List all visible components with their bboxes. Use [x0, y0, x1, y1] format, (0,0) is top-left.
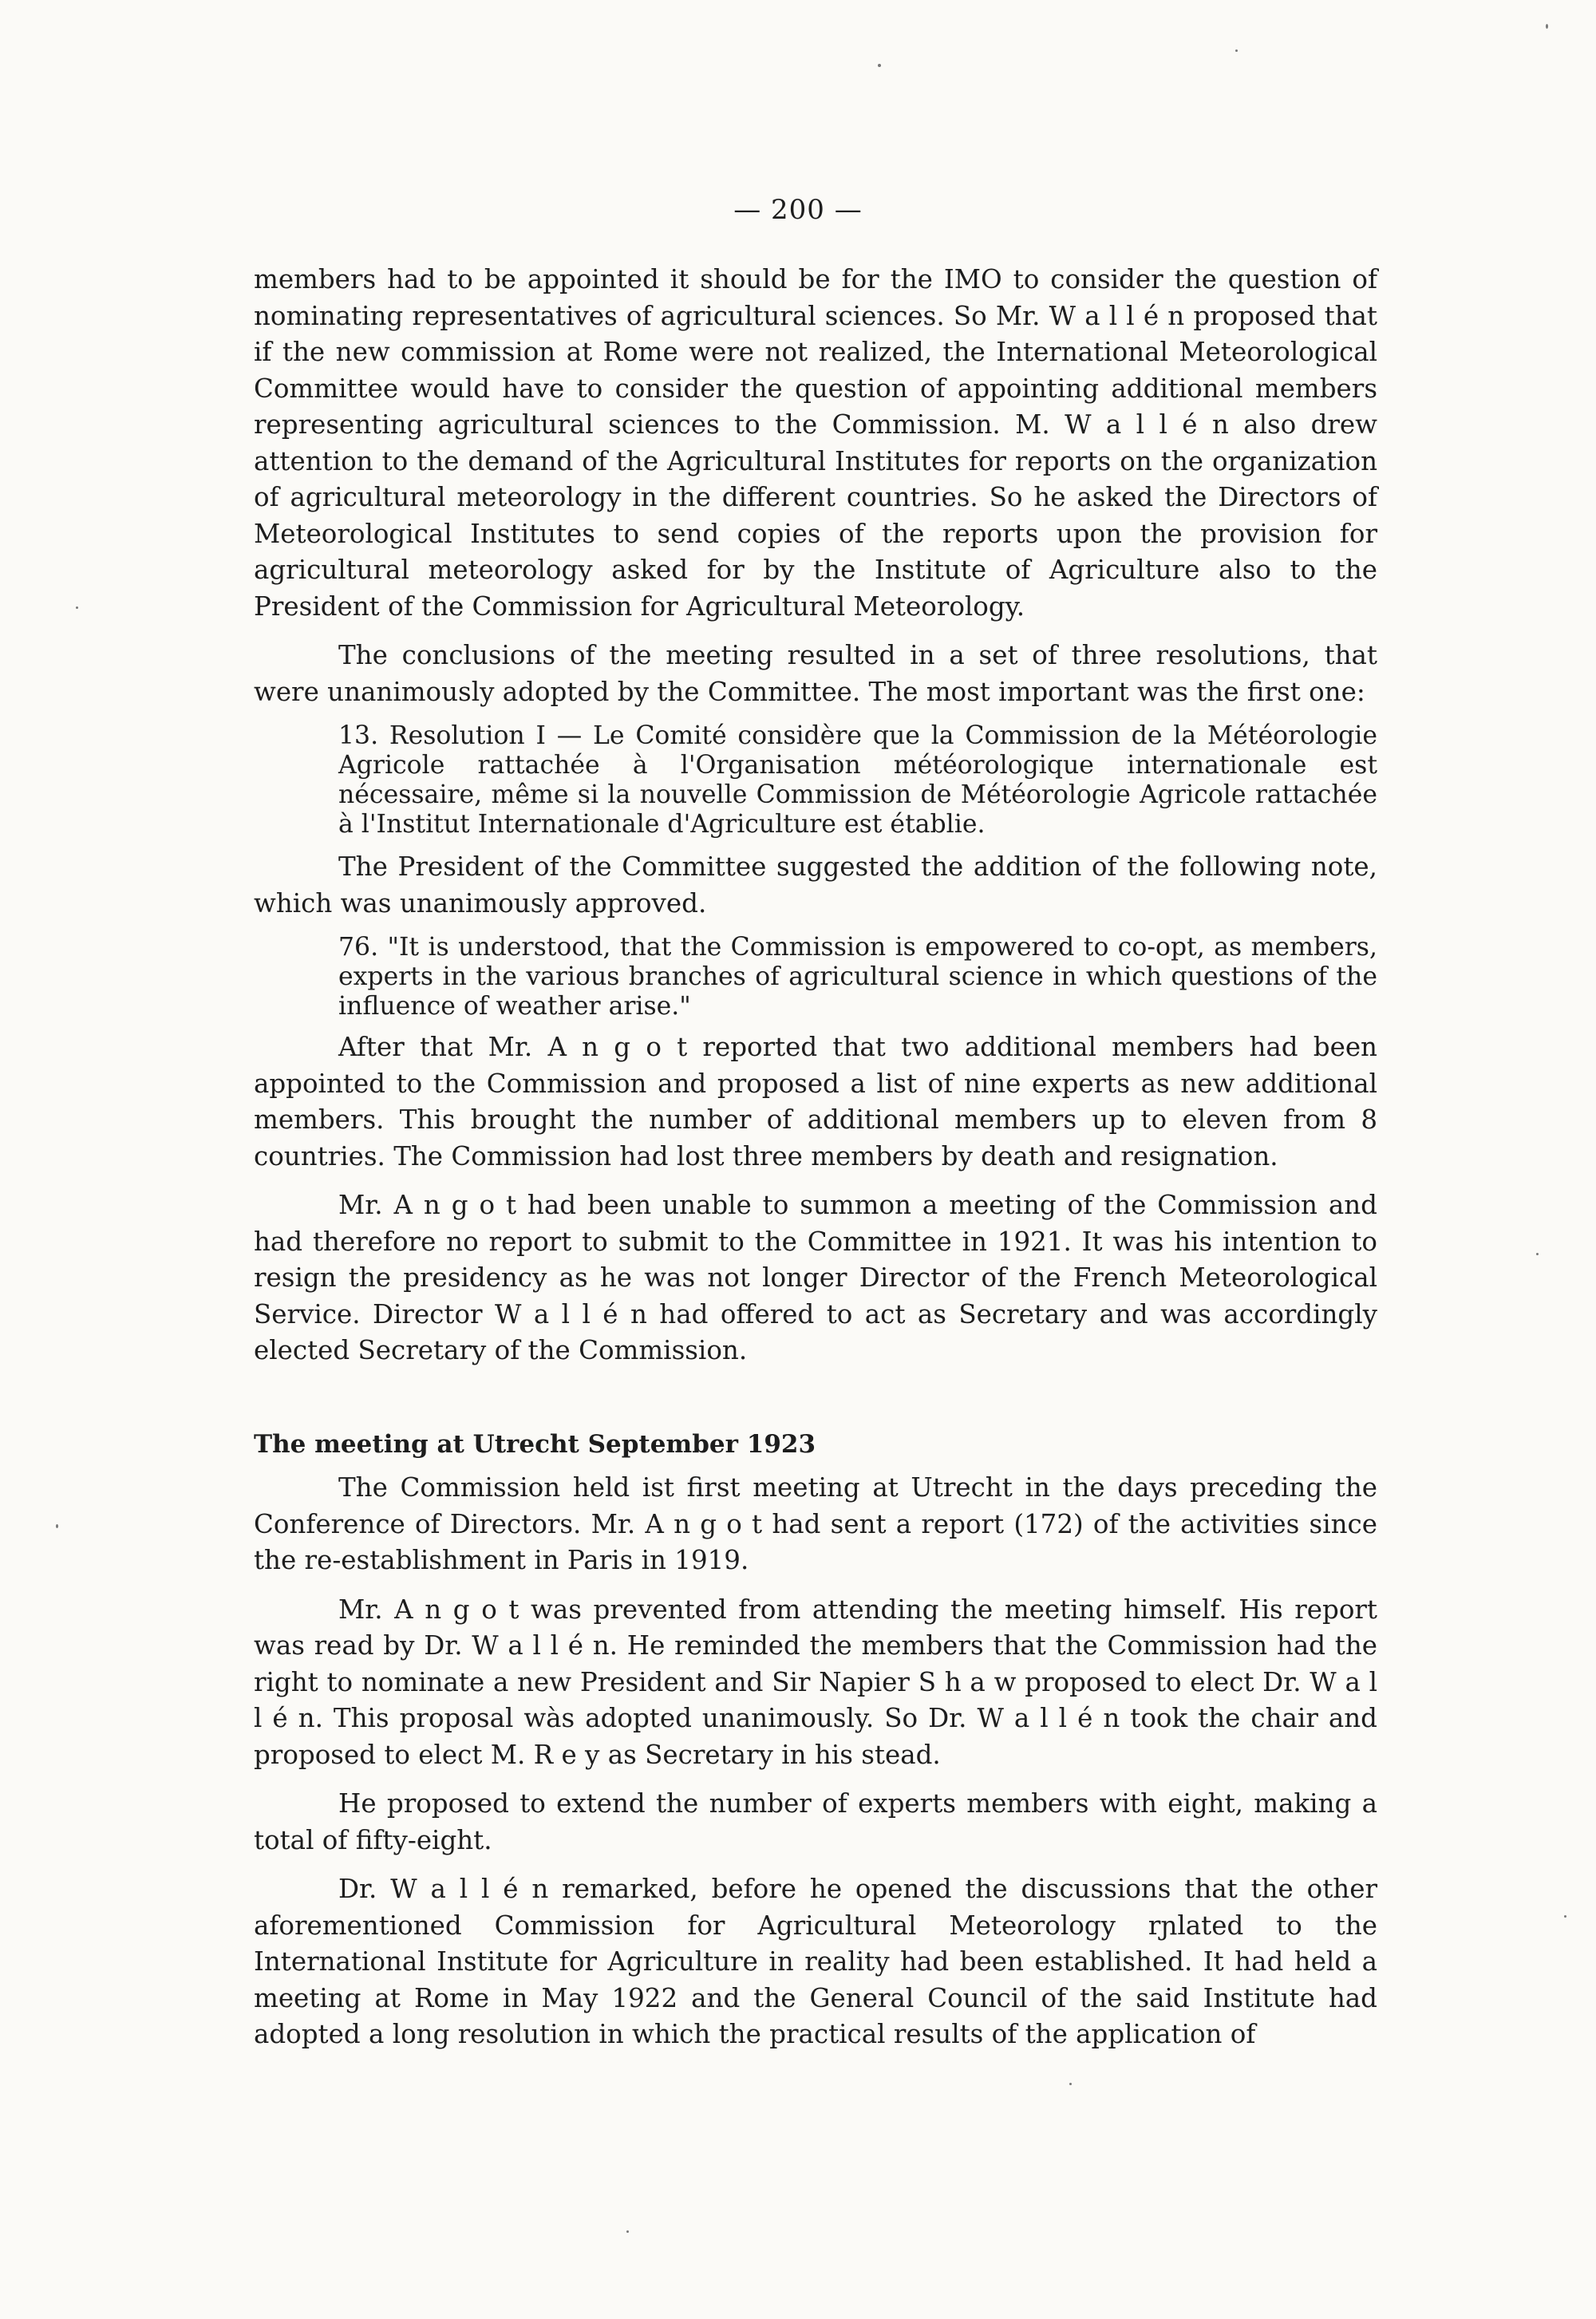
quote-resolution-13: 13. Resolution I — Le Comité considère que la Commission de la Météorologie Agricole rattachée à l'Organisation météorologique internationale est nécessaire, même si la nouvelle Commission de Météorologie Agricole rattachée à l'Institut Internationale d'Agriculture est établie. [338, 721, 1377, 839]
paragraph-angot-report: After that Mr. A n g o t reported that two additional members had been appointed to the Commission and proposed a list of nine experts as new additional members. This brought the number of additional members up to eleven from 8 countries. The Commission had lost three members by death and resignation. [254, 1032, 1377, 1171]
body-column [254, 262, 1377, 1369]
scan-speck [878, 64, 881, 67]
paragraph-continuation: members had to be appointed it should be for the IMO to consider the question of nominating representatives of agricultural sciences. So Mr. W a l l é n proposed that if the new commission at Rome were not realized, the International Meteorological Committee would have to consider the question of appointing additional members representing agricultural sciences to the Commission. M. W a l l é n also drew attention to the demand of the Agricultural Institutes for reports on the organization of agricultural meteorology in the different countries. So he asked the Directors of Meteorological Institutes to send copies of the reports upon the provision for agricultural meteorology asked for by the Institute of Agriculture also to the President of the Commission for Agricultural Meteorology. [254, 264, 1377, 622]
paragraph-angot-resign: Mr. A n g o t had been unable to summon a meeting of the Commission and had therefore no report to submit to the Committee in 1921. It was his intention to resign the presidency as he was not longer Director of the French Meteorological Service. Director W a l l é n had offered to act as Secretary and was accordingly elected Secretary of the Commission. [254, 1190, 1377, 1365]
scan-speck [76, 606, 78, 609]
paragraph-president-note: The President of the Committee suggested the addition of the following note, which was unanimously approved. [254, 851, 1377, 919]
paragraph-angot-absent: Mr. A n g o t was prevented from attending the meeting himself. His report was read by Dr. W a l l é n. He reminded the members that the Commission had the right to nominate a new President and Sir Napier S h a w proposed to elect Dr. W a l l é n. This proposal wàs adopted unanimously. So Dr. W a l l é n took the chair and proposed to elect M. R e y as Secretary in his stead. [254, 1594, 1377, 1770]
section-heading: The meeting at Utrecht September 1923 [254, 1430, 816, 1459]
paragraph-experts-extend: He proposed to extend the number of experts members with eight, making a total of fifty-eight. [254, 1788, 1377, 1855]
paragraph-wallen-remark: Dr. W a l l é n remarked, before he opened the discussions that the other aforementioned Commission for Agricultural Meteorology rɲlated to the International Institute for Agriculture in reality had been established. It had held a meeting at Rome in May 1922 and the General Council of the said Institute had adopted a long resolution in which the practical results of the application of [254, 1874, 1377, 2049]
paragraph-utrecht-meeting: The Commission held ist first meeting at Utrecht in the days preceding the Conference of Directors. Mr. A n g o t had sent a report (172) of the activities since the re-establishment in Paris in 1919. [254, 1472, 1377, 1575]
scan-speck [1546, 24, 1548, 29]
scan-speck [1536, 1253, 1539, 1255]
scan-speck [1069, 2083, 1072, 2085]
scan-speck [1235, 49, 1238, 52]
page-number: — 200 — [733, 194, 863, 226]
scan-speck [56, 1524, 58, 1528]
scan-speck [1564, 1915, 1566, 1918]
scan-speck [626, 2230, 629, 2233]
quote-note-76: 76. "It is understood, that the Commission is empowered to co-opt, as members, experts in the various branches of agricultural science in which questions of the influence of weather arise." [338, 933, 1377, 1021]
section-utrecht [254, 1428, 1377, 2053]
paragraph-conclusions: The conclusions of the meeting resulted in a set of three resolutions, that were unanimously adopted by the Committee. The most important was the first one: [254, 640, 1377, 707]
